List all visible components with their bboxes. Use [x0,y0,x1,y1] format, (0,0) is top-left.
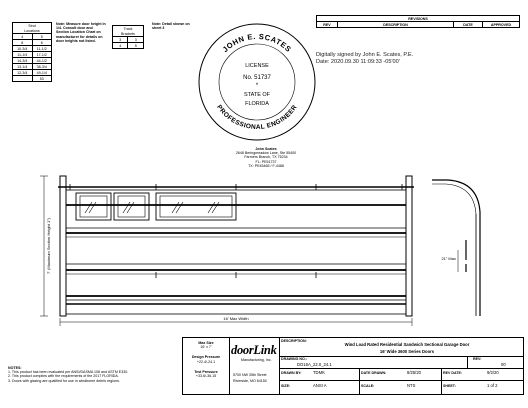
note-1: 1. This product has been evaluated per ANSI/DASMA 108 and ASTM E330. [8,370,129,375]
left-jamb [60,176,66,316]
design-pressure-label: Design Pressure [191,355,221,360]
note-2: 2. This product complies with the requirements of the 2017 FLORIDA. [8,374,119,379]
table-cell: 11-1/4 [13,52,33,58]
max-size-label: Max Size [198,341,214,345]
table-cell: 10-3/4 [13,46,33,52]
drawn-by: TDMK [313,370,325,375]
notes-block [8,366,188,383]
date-drawn-label: DATE DRAWN: [361,371,387,375]
design-pressure-value: +22.4/-24.1 [196,359,216,364]
detail-note: Note: Detail shown on sheet 3 [152,22,190,31]
date-col: DATE [454,22,483,28]
strut-header-2: Locations [13,28,52,34]
window-2 [114,193,149,220]
table-cell: 12-3/4 [13,70,33,76]
size-column [183,338,230,394]
seal-top-text: JOHN E. SCATES [220,31,294,55]
sheet-label: SHEET: [443,384,456,388]
test-pressure-label: Test Pressure [194,369,218,374]
size-label: SIZE: [281,384,291,388]
table-cell: 49-1/4 [32,70,52,76]
max-size-value: 16' x 7' [200,345,212,350]
note-3: 3. Doors with glazing are qualified for use in windborne debris regions. [8,378,120,383]
drawing-no: DO16A_22.0_24.1 [297,362,332,367]
right-jamb [406,176,412,316]
title-block [182,337,524,395]
rev-label: REV: [473,357,482,361]
drawing-no-label: DRAWING NO.: [281,357,307,361]
desc-sub: 16' Wide 3600 Series Doors [379,349,435,354]
window-3 [156,193,236,220]
table-cell: 5 [128,43,144,49]
engineer-tx-license: TX: PE45465 / F-4488 [248,163,284,168]
approved-col: APPROVED [483,22,520,28]
table-cell: 4 [13,34,33,40]
track-header-1: Track [113,26,144,32]
company-addr-1: 5700 NW 35th Street [233,373,267,377]
description-area [279,338,523,394]
track-header-2: Brackets [113,31,144,37]
rev-value: 00 [501,362,506,367]
seal-florida: FLORIDA [245,101,269,107]
desc-label: DESCRIPTION: [281,339,307,343]
table-cell: 17-1/2 [32,52,52,58]
rev-date-label: REV DATE: [443,371,463,375]
table-cell: 3 [128,37,144,43]
engineer-street: 2648 Beringmeadow Lane, Ste 55400 [235,151,297,156]
table-cell: 44-1/2 [32,58,52,64]
table-cell: 8 [13,40,33,46]
description-col: DESCRIPTION [338,22,454,28]
signature-line-2: Date: 2020.09.30 11:09:33 -05'00' [316,59,400,65]
seal-star: * [255,83,259,89]
scale-label: SCALE: [361,384,375,388]
company-addr-2: Riverside, MO 64150 [233,379,267,383]
table-cell: 6 [32,40,52,46]
desc-title: Wind Load Rated Residential Sandwich Sectional Garage Door [344,342,470,347]
table-cell: 13-1/4 [13,64,33,70]
engineer-fl-license: FL: PE51737 [255,159,277,164]
drawn-by-label: DRAWN BY: [281,371,302,375]
window-1 [76,193,111,220]
rev-date: 9/2/20 [487,370,499,375]
logo-column [229,338,280,394]
table-cell: 14-3/4 [13,58,33,64]
width-label: 16' Max Width [223,316,249,321]
table-cell: 5 [32,34,52,40]
table-cell: 53 [32,76,52,82]
seal-number: No. 51737 [243,75,271,81]
test-pressure-value: +33.6/-36.15 [195,374,217,379]
measure-note: Note: Measure door height in 1/4. Consult door and Section Location Chart on manufacturer for details on door heights not listed. [56,22,106,43]
size-value: ANSI A [313,383,327,388]
sheet-value: 1 of 2 [487,383,498,388]
seal-bottom-text: PROFESSIONAL ENGINEER [215,103,299,132]
table-cell: 11-1/2 [32,46,52,52]
table-cell: 3 [113,37,128,43]
scale-value: NTS [407,383,416,388]
notes-title: NOTES: [8,366,22,370]
company-sub: Manufacturing, Inc. [241,358,272,362]
revisions-title: REVISIONS [317,16,520,22]
height-label: 7' (Maximum Section Height 1") [46,218,51,274]
seal-state: STATE OF [243,92,271,98]
engineer-name: John Scates [255,147,277,151]
rev-col: REV [317,22,338,28]
company-logo: doorLink [231,343,277,357]
strut-header-1: Strut [13,23,52,29]
table-cell: 4 [113,43,128,49]
side-label: 21" Max [441,256,456,261]
engineer-city: Farmers Branch, TX 75234 [244,155,288,160]
signature-line-1: Digitally signed by John E. Scates, P.E. [316,52,414,58]
table-cell: 38-3/4 [32,64,52,70]
seal-license: LICENSE [245,63,269,69]
date-drawn: 8/25/20 [407,370,421,375]
